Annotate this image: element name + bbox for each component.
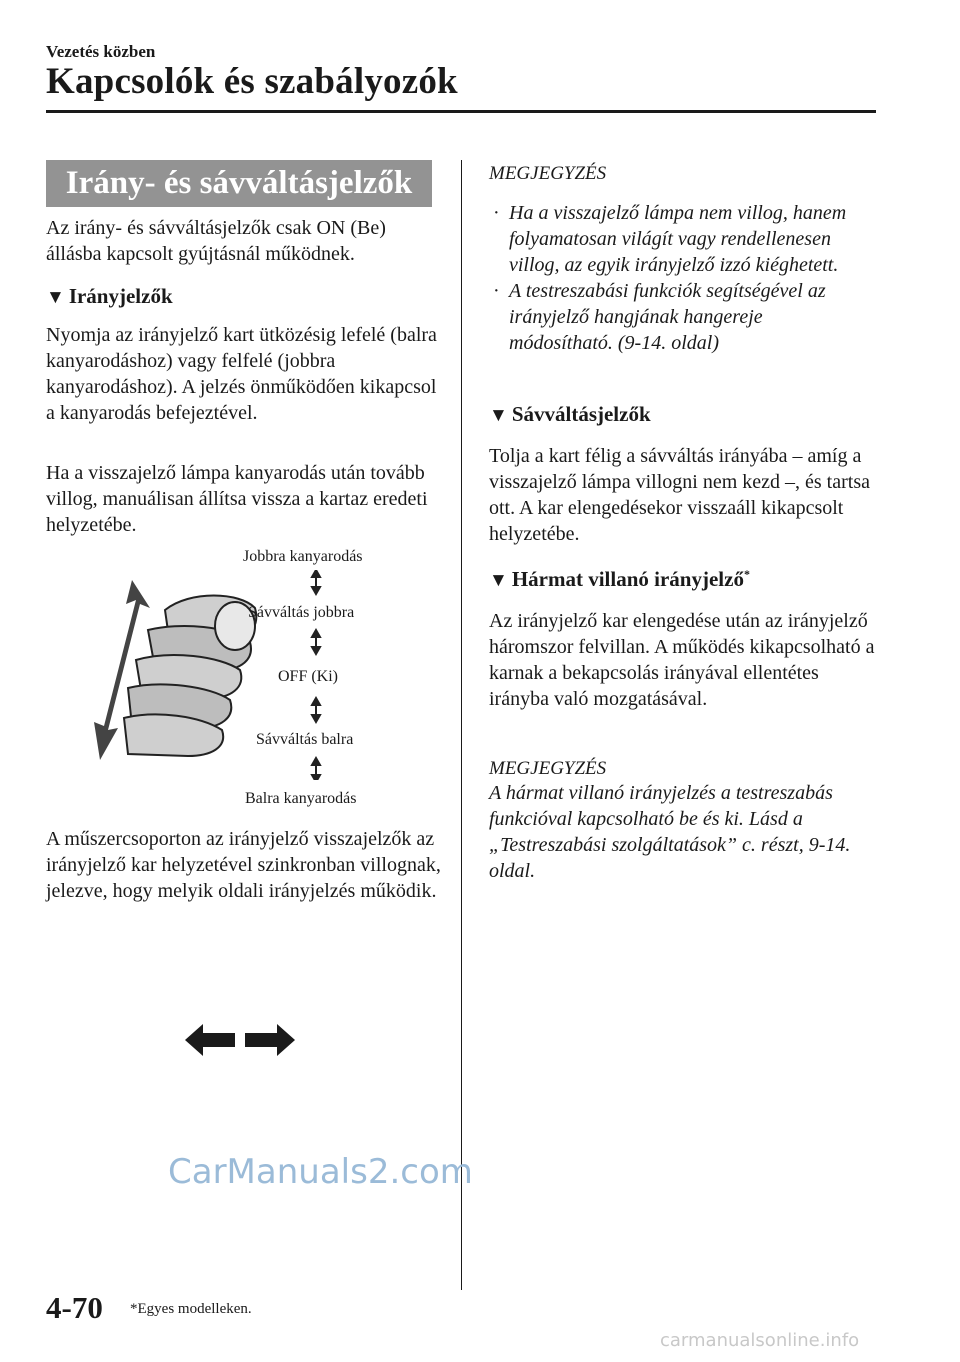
label-off: OFF (Ki): [278, 668, 339, 685]
watermark-carmanuals2: CarManuals2.com: [168, 1152, 473, 1192]
intro-paragraph: Az irány- és sávváltásjelzők csak ON (Be) állásba kapcsolt gyújtásnál működnek.: [46, 217, 386, 265]
vertical-double-arrow-icon: [312, 698, 320, 722]
section-title: Irány- és sávváltásjelzők: [46, 160, 432, 207]
note-item: · A testreszabási funkciók segítségével az irányjelző hangjának hangereje módosítható. (9-14. oldal): [493, 280, 826, 354]
paragraph-indicator-sync: A műszercsoporton az irányjelző visszajelzők az irányjelző kar helyzetével szinkronban villognak, jelezve, hogy melyik oldali irányjelzés működik.: [46, 828, 441, 902]
note-heading-1: MEGJEGYZÉS: [489, 163, 607, 184]
label-right-turn: Jobbra kanyarodás: [243, 548, 363, 565]
subheading-lane-change: [489, 402, 651, 427]
label-left-turn: Balra kanyarodás: [245, 790, 357, 807]
triangle-bullet-icon: ▼: [46, 287, 65, 308]
subheading-text: Sávváltásjelzők: [511, 402, 651, 426]
section-label: Vezetés közben: [46, 42, 156, 61]
chapter-title: Kapcsolók és szabályozók: [46, 61, 458, 102]
position-arrows: [306, 570, 326, 780]
vertical-double-arrow-icon: [312, 758, 320, 780]
note-list-1: [491, 200, 871, 356]
subheading-text: Irányjelzők: [68, 284, 173, 308]
triangle-bullet-icon: ▼: [489, 570, 508, 591]
paragraph-lane-change: Tolja a kart félig a sávváltás irányába – amíg a visszajelző lámpa villogni nem kezd –, és tartsa ott. A kar elengedésekor visszaáll kikapcsolt helyzetébe.: [489, 445, 870, 545]
watermark-carmanualsonline: carmanualsonline.info: [660, 1330, 860, 1351]
vertical-double-arrow-icon: [312, 570, 320, 594]
subheading-triple-flash: [489, 567, 750, 592]
note-item: · Ha a visszajelző lámpa nem villog, hanem folyamatosan világít vagy rendellenesen villog, az egyik irányjelző izzó kiéghetett.: [493, 202, 847, 276]
paragraph-turn-operation: Nyomja az irányjelző kart ütközésig lefelé (balra kanyarodáshoz) vagy felfelé (jobbra kanyarodáshoz). A jelzés önműködően kikapcsol a kanyarodás befejeztével.: [46, 324, 437, 424]
triangle-bullet-icon: ▼: [489, 405, 508, 426]
turn-arrows-icon: [185, 1020, 295, 1060]
label-lane-change-left: Sávváltás balra: [256, 731, 354, 748]
note-text-2: A hármat villanó irányjelzés a testreszabás funkcióval kapcsolható be és ki. Lásd a „Testreszabási szolgáltatások” c. részt, 9-14. oldal.: [489, 782, 851, 882]
column-divider: [461, 160, 462, 1290]
page-number: 4-70: [46, 1290, 103, 1325]
subheading-turn-signals: [46, 284, 173, 309]
footnote-marker: *: [743, 567, 750, 581]
label-lane-change-right: Sávváltás jobbra: [248, 604, 355, 621]
subheading-text: Hármat villanó irányjelző: [511, 567, 744, 591]
paragraph-manual-reset: Ha a visszajelző lámpa kanyarodás után tovább villog, manuálisan állítsa vissza a kartaz eredeti helyzetébe.: [46, 462, 428, 536]
paragraph-triple-flash: Az irányjelző kar elengedése után az irányjelző háromszor felvillan. A működés kikapcsolható a karnak a bekapcsolás irányával ellentétes irányba való mozgatásával.: [489, 610, 875, 710]
footnote: *Egyes modelleken.: [130, 1301, 252, 1317]
header-rule: [46, 110, 876, 113]
vertical-double-arrow-icon: [312, 630, 320, 654]
note-heading-2: MEGJEGYZÉS: [489, 758, 607, 779]
